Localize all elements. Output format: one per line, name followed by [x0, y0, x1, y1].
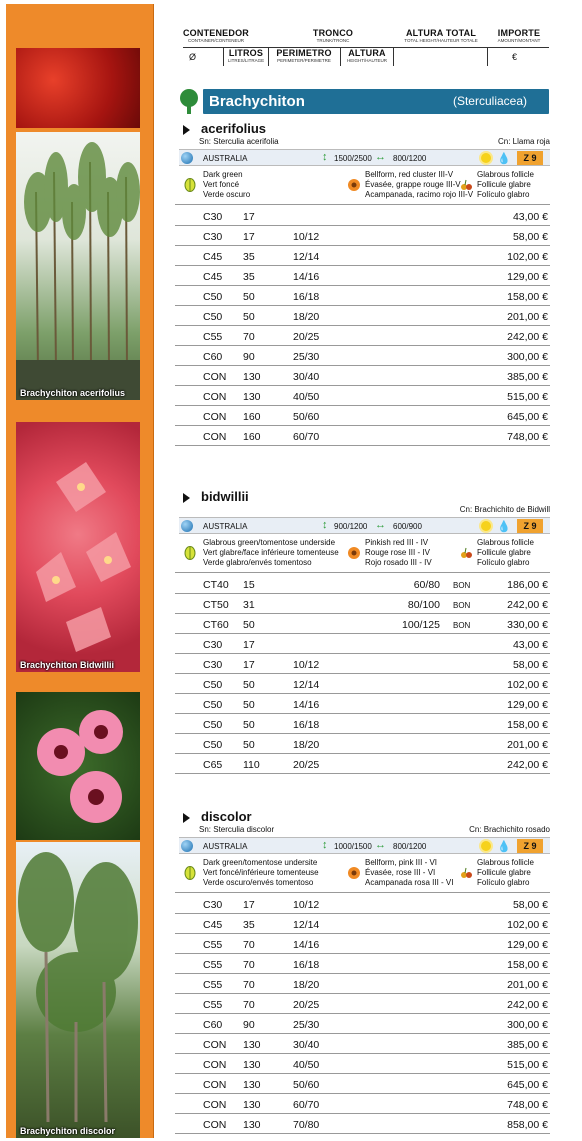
photo-acerifolius [16, 132, 140, 400]
container-size: CON [203, 1059, 227, 1071]
price: 515,00 € [507, 391, 548, 403]
litres: 17 [243, 639, 255, 651]
perimeter: 50/60 [293, 411, 320, 423]
litres: 50 [243, 679, 255, 691]
perimeter: 14/16 [293, 699, 320, 711]
container-size: CT60 [203, 619, 229, 631]
flower-description: Pinkish red III - IV Rouge rose III - IV Rojo rosado III - IV [365, 538, 432, 567]
price: 748,00 € [507, 1099, 548, 1111]
perimeter: 20/25 [293, 759, 320, 771]
header-tronco: TRONCO TRUNK/TRONC [312, 28, 354, 43]
perimeter: 60/70 [293, 1099, 320, 1111]
litres: 50 [243, 619, 255, 631]
price: 201,00 € [507, 979, 548, 991]
genus-bar [203, 89, 549, 114]
price: 129,00 € [507, 939, 548, 951]
price: 242,00 € [507, 999, 548, 1011]
genus-header [175, 86, 550, 116]
photo-strip [6, 4, 154, 1138]
price-row [175, 346, 550, 366]
container-size: C45 [203, 919, 223, 931]
total-height: 80/100 [407, 599, 440, 611]
price: 645,00 € [507, 1079, 548, 1091]
description-block [179, 168, 550, 202]
price-row [175, 1094, 550, 1114]
litres: 50 [243, 311, 255, 323]
litres: 31 [243, 599, 255, 611]
flower-description: Bellform, pink III - VI Évasée, rose III - VI Acampanada rosa III - VI [365, 858, 454, 887]
perimeter: 30/40 [293, 371, 320, 383]
perimeter: 20/25 [293, 999, 320, 1011]
price: 242,00 € [507, 599, 548, 611]
price-row [175, 426, 550, 446]
country: AUSTRALIA [203, 154, 248, 163]
header-altura-total: ALTURA TOTAL TOTAL HEIGHT/HAUTEUR TOTALE [404, 28, 478, 43]
litres: 15 [243, 579, 255, 591]
price-row [175, 894, 550, 914]
container-size: C55 [203, 979, 223, 991]
height-arrow-icon: ↕ [322, 519, 328, 531]
perimeter: 16/18 [293, 291, 320, 303]
width-range: 800/1200 [393, 842, 427, 851]
container-size: C30 [203, 211, 223, 223]
price-row [175, 734, 550, 754]
origin-bar [179, 517, 550, 534]
price: 43,00 € [512, 639, 548, 651]
currency-symbol: € [512, 52, 518, 62]
litres: 70 [243, 331, 255, 343]
leaf-icon [183, 178, 197, 192]
price-row [175, 1054, 550, 1074]
width-arrow-icon: ↔ [375, 519, 386, 531]
container-size: C50 [203, 291, 223, 303]
hardiness-zone: Z 9 [517, 151, 543, 165]
litres: 50 [243, 699, 255, 711]
litres: 70 [243, 939, 255, 951]
country: AUSTRALIA [203, 842, 248, 851]
globe-icon [181, 840, 193, 852]
price: 201,00 € [507, 739, 548, 751]
width-range: 600/900 [393, 522, 422, 531]
price: 43,00 € [512, 211, 548, 223]
height-arrow-icon: ↕ [322, 151, 328, 163]
species-name: discolor [201, 809, 252, 824]
height-range: 900/1200 [334, 522, 368, 531]
description-block [179, 856, 550, 890]
origin-bar [179, 837, 550, 854]
header-perimetro: PERIMETRO PERIMETER/PERIMETRE [276, 48, 332, 63]
container-size: C50 [203, 679, 223, 691]
price: 242,00 € [507, 759, 548, 771]
price-row [175, 1034, 550, 1054]
flower-description: Bellform, red cluster III-V Évasée, grappe rouge III-V Acampanada, racimo rojo III-V [365, 170, 474, 199]
perimeter: 14/16 [293, 939, 320, 951]
price: 58,00 € [512, 899, 548, 911]
flower-icon [347, 866, 361, 880]
container-size: C55 [203, 959, 223, 971]
litres: 35 [243, 271, 255, 283]
price: 158,00 € [507, 959, 548, 971]
photo-caption: Brachychiton discolor [20, 1126, 116, 1136]
price-row [175, 674, 550, 694]
container-size: C55 [203, 939, 223, 951]
perimeter: 25/30 [293, 351, 320, 363]
price: 645,00 € [507, 411, 548, 423]
litres: 17 [243, 659, 255, 671]
litres: 70 [243, 999, 255, 1011]
price-row [175, 594, 550, 614]
leaf-description: Dark green/tomentose undersite Vert foncé/inférieure tomenteuse Verde oscuro/envés tomentoso [203, 858, 319, 887]
price-row [175, 406, 550, 426]
container-size: C30 [203, 659, 223, 671]
perimeter: 60/70 [293, 431, 320, 443]
header-litros: LITROS LITRES/LITRAGE [227, 48, 265, 63]
perimeter: 16/18 [293, 719, 320, 731]
price: 186,00 € [507, 579, 548, 591]
price: 129,00 € [507, 271, 548, 283]
price-row [175, 1074, 550, 1094]
litres: 130 [243, 371, 261, 383]
perimeter: 40/50 [293, 391, 320, 403]
bon-label: BON [453, 581, 471, 590]
family-name: (Sterculiacea) [452, 94, 527, 108]
litres: 130 [243, 391, 261, 403]
price-row [175, 714, 550, 734]
country: AUSTRALIA [203, 522, 248, 531]
price: 158,00 € [507, 719, 548, 731]
price-row [175, 934, 550, 954]
perimeter: 18/20 [293, 311, 320, 323]
price: 515,00 € [507, 1059, 548, 1071]
price: 300,00 € [507, 351, 548, 363]
litres: 90 [243, 351, 255, 363]
container-size: C50 [203, 311, 223, 323]
container-size: C45 [203, 251, 223, 263]
container-size: CON [203, 431, 227, 443]
header-altura: ALTURA HEIGHT/HAUTEUR [346, 48, 387, 63]
price-row [175, 246, 550, 266]
litres: 70 [243, 979, 255, 991]
price-row [175, 286, 550, 306]
fruit-description: Glabrous follicle Follicule glabre Folículo glabro [477, 858, 534, 887]
price: 748,00 € [507, 431, 548, 443]
container-size: CON [203, 1079, 227, 1091]
perimeter: 25/30 [293, 1019, 320, 1031]
litres: 17 [243, 899, 255, 911]
perimeter: 12/14 [293, 919, 320, 931]
flower-icon [347, 546, 361, 560]
price: 158,00 € [507, 291, 548, 303]
litres: 50 [243, 739, 255, 751]
price: 102,00 € [507, 919, 548, 931]
container-size: C55 [203, 999, 223, 1011]
litres: 17 [243, 211, 255, 223]
scientific-synonym: Sn: Sterculia acerifolia [199, 137, 279, 146]
perimeter: 70/80 [293, 1119, 320, 1131]
price: 102,00 € [507, 251, 548, 263]
price: 330,00 € [507, 619, 548, 631]
photo-red-foliage [16, 48, 140, 128]
price-row [175, 634, 550, 654]
price-row [175, 614, 550, 634]
bullet-arrow-icon [183, 813, 190, 823]
perimeter: 20/25 [293, 331, 320, 343]
price: 129,00 € [507, 699, 548, 711]
fruit-icon [459, 866, 473, 880]
litres: 130 [243, 1119, 261, 1131]
column-header-top [175, 28, 550, 48]
price: 300,00 € [507, 1019, 548, 1031]
litres: 35 [243, 251, 255, 263]
container-size: CT50 [203, 599, 229, 611]
container-size: C60 [203, 351, 223, 363]
width-range: 800/1200 [393, 154, 427, 163]
price-row [175, 974, 550, 994]
price-row [175, 994, 550, 1014]
container-size: C30 [203, 639, 223, 651]
species-name: bidwillii [201, 489, 249, 504]
price: 58,00 € [512, 659, 548, 671]
genus-name: Brachychiton [209, 93, 305, 110]
price-row [175, 366, 550, 386]
description-block [179, 536, 550, 570]
litres: 90 [243, 1019, 255, 1031]
sun-icon [481, 521, 491, 531]
litres: 50 [243, 719, 255, 731]
container-size: CON [203, 411, 227, 423]
container-size: CON [203, 1119, 227, 1131]
water-drop-icon: 💧 [497, 153, 511, 165]
litres: 70 [243, 959, 255, 971]
sun-icon [481, 153, 491, 163]
price: 385,00 € [507, 371, 548, 383]
height-arrow-icon: ↕ [322, 839, 328, 851]
container-size: C60 [203, 1019, 223, 1031]
price-row [175, 694, 550, 714]
photo-caption: Brachychiton acerifolius [20, 388, 126, 398]
photo-caption: Brachychiton Bidwillii [20, 660, 115, 670]
bon-label: BON [453, 621, 471, 630]
photo-bidwillii [16, 422, 140, 672]
water-drop-icon: 💧 [497, 521, 511, 533]
litres: 50 [243, 291, 255, 303]
perimeter: 40/50 [293, 1059, 320, 1071]
price-row [175, 574, 550, 594]
price: 858,00 € [507, 1119, 548, 1131]
litres: 110 [243, 759, 260, 771]
globe-icon [181, 152, 193, 164]
price-row [175, 654, 550, 674]
globe-icon [181, 520, 193, 532]
scientific-synonym: Sn: Sterculia discolor [199, 825, 275, 834]
litres: 130 [243, 1059, 261, 1071]
price-row [175, 754, 550, 774]
perimeter: 16/18 [293, 959, 320, 971]
water-drop-icon: 💧 [497, 841, 511, 853]
price: 242,00 € [507, 331, 548, 343]
photo-pink-flowers [16, 692, 140, 840]
fruit-description: Glabrous follicle Follicule glabre Folículo glabro [477, 170, 534, 199]
price-row [175, 386, 550, 406]
container-size: C50 [203, 719, 223, 731]
container-size: C45 [203, 271, 223, 283]
perimeter: 30/40 [293, 1039, 320, 1051]
container-size: C30 [203, 231, 223, 243]
common-name: Cn: Brachichito rosado [469, 825, 550, 834]
container-size: CON [203, 1039, 227, 1051]
perimeter: 18/20 [293, 979, 320, 991]
origin-bar [179, 149, 550, 166]
sun-icon [481, 841, 491, 851]
price-row [175, 1014, 550, 1034]
flower-icon [347, 178, 361, 192]
bon-label: BON [453, 601, 471, 610]
width-arrow-icon: ↔ [375, 151, 386, 163]
perimeter: 10/12 [293, 899, 320, 911]
header-importe: IMPORTE AMOUNT/MONTANT [497, 28, 541, 43]
container-size: C55 [203, 331, 223, 343]
height-range: 1500/2500 [334, 154, 372, 163]
price-row [175, 914, 550, 934]
column-header-bottom [175, 48, 550, 68]
common-name: Cn: Llama roja [497, 137, 550, 146]
header-contenedor: CONTENEDOR CONTAINER/CONTENEUR [182, 28, 249, 43]
species-name: acerifolius [201, 121, 267, 136]
price-row [175, 1114, 550, 1134]
perimeter: 18/20 [293, 739, 320, 751]
total-height: 60/80 [413, 579, 440, 591]
price-row [175, 266, 550, 286]
container-size: C30 [203, 899, 223, 911]
litres: 130 [243, 1039, 261, 1051]
price: 385,00 € [507, 1039, 548, 1051]
perimeter: 14/16 [293, 271, 320, 283]
price-list [175, 0, 555, 1141]
litres: 130 [243, 1099, 261, 1111]
container-size: CON [203, 1099, 227, 1111]
price-row [175, 226, 550, 246]
price: 201,00 € [507, 311, 548, 323]
hardiness-zone: Z 9 [517, 519, 543, 533]
price-row [175, 954, 550, 974]
common-name: Cn: Brachichito de Bidwill [459, 505, 550, 514]
tree-icon [177, 88, 201, 116]
litres: 130 [243, 1079, 261, 1091]
leaf-icon [183, 866, 197, 880]
width-arrow-icon: ↔ [375, 839, 386, 851]
container-size: CT40 [203, 579, 229, 591]
bullet-arrow-icon [183, 125, 190, 135]
litres: 17 [243, 231, 255, 243]
diameter-symbol: Ø [189, 52, 197, 62]
price-row [175, 206, 550, 226]
fruit-icon [459, 178, 473, 192]
fruit-icon [459, 546, 473, 560]
fruit-description: Glabrous follicle Follicule glabre Folículo glabro [477, 538, 534, 567]
container-size: C50 [203, 699, 223, 711]
litres: 35 [243, 919, 255, 931]
leaf-icon [183, 546, 197, 560]
container-size: C50 [203, 739, 223, 751]
container-size: C65 [203, 759, 223, 771]
perimeter: 50/60 [293, 1079, 320, 1091]
bullet-arrow-icon [183, 493, 190, 503]
photo-discolor [16, 842, 140, 1138]
hardiness-zone: Z 9 [517, 839, 543, 853]
container-size: CON [203, 371, 227, 383]
perimeter: 12/14 [293, 251, 320, 263]
price: 58,00 € [512, 231, 548, 243]
perimeter: 10/12 [293, 659, 320, 671]
container-size: CON [203, 391, 227, 403]
perimeter: 12/14 [293, 679, 320, 691]
height-range: 1000/1500 [334, 842, 372, 851]
leaf-description: Glabrous green/tomentose underside Vert glabre/face inférieure tomenteuse Verde glabro/envés tomentoso [203, 538, 339, 567]
litres: 160 [243, 431, 261, 443]
total-height: 100/125 [402, 619, 440, 631]
leaf-description: Dark green Vert foncé Verde oscuro [203, 170, 251, 199]
price-row [175, 326, 550, 346]
price: 102,00 € [507, 679, 548, 691]
perimeter: 10/12 [293, 231, 320, 243]
price-row [175, 306, 550, 326]
litres: 160 [243, 411, 261, 423]
